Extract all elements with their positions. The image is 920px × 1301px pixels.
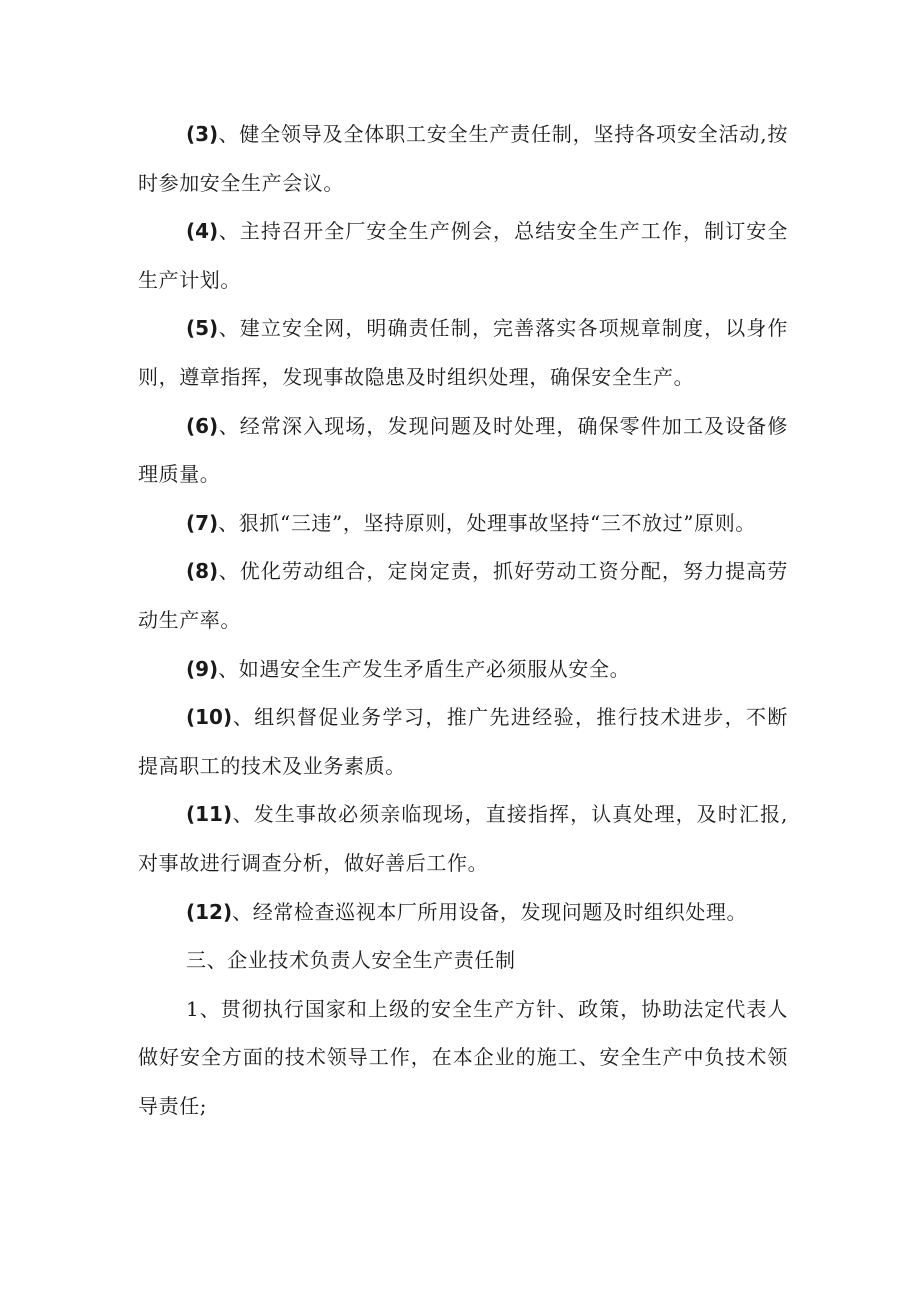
item-number: (3) [186, 122, 219, 146]
duty-item-3 [138, 110, 788, 207]
duty-item-4 [138, 207, 788, 304]
duty-item-10 [138, 693, 788, 790]
item-text: 、贯彻执行国家和上级的安全生产方针、政策，协助法定代表人做好安全方面的技术领导工作，在本企业的施工、安全生产中负技术领导责任; [138, 996, 788, 1118]
item-number: (12) [186, 899, 233, 924]
duty-item-8 [138, 547, 788, 644]
item-number: 1 [186, 996, 200, 1021]
duty-item-6 [138, 402, 788, 499]
item-text: 、经常深入现场，发现问题及时处理，确保零件加工及设备修理质量。 [138, 413, 788, 487]
item-text: 、组织督促业务学习，推广先进经验，推行技术进步，不断提高职工的技术及业务素质。 [138, 705, 788, 778]
item-number: (9) [186, 656, 219, 681]
duty-item-9 [138, 645, 788, 694]
item-number: (6) [186, 413, 219, 438]
document-body [138, 110, 788, 1130]
item-number: (4) [186, 219, 219, 244]
item-number: (5) [186, 316, 219, 341]
item-number: (7) [186, 510, 219, 535]
duty-item-12 [138, 888, 788, 937]
item-text: 、经常检查巡视本厂所用设备，发现问题及时组织处理。 [232, 899, 748, 924]
item-number: (8) [186, 559, 219, 584]
item-text: 、健全领导及全体职工安全生产责任制，坚持各项安全活动,按时参加安全生产会议。 [138, 122, 788, 195]
item-number: (10) [186, 705, 233, 730]
duty-item-5 [138, 304, 788, 401]
duty-item-7 [138, 499, 788, 548]
section-heading-text: 三、企业技术负责人安全生产责任制 [186, 948, 516, 973]
item-text: 、建立安全网，明确责任制，完善落实各项规章制度，以身作则，遵章指挥，发现事故隐患及时组织处理，确保安全生产。 [138, 316, 788, 389]
section-heading [138, 936, 788, 985]
tech-duty-item-1 [138, 985, 788, 1131]
item-text: 、狠抓“三违”，坚持原则，处理事故坚持“三不放过”原则。 [218, 510, 756, 535]
item-number: (11) [186, 802, 233, 827]
item-text: 、发生事故必须亲临现场，直接指挥，认真处理，及时汇报,对事故进行调查分析，做好善后工作。 [138, 802, 788, 875]
item-text: 、优化劳动组合，定岗定责，抓好劳动工资分配，努力提高劳动生产率。 [138, 559, 788, 632]
item-text: 、如遇安全生产发生矛盾生产必须服从安全。 [218, 656, 631, 681]
item-text: 、主持召开全厂安全生产例会，总结安全生产工作，制订安全生产计划。 [138, 219, 788, 292]
duty-item-11 [138, 790, 788, 887]
